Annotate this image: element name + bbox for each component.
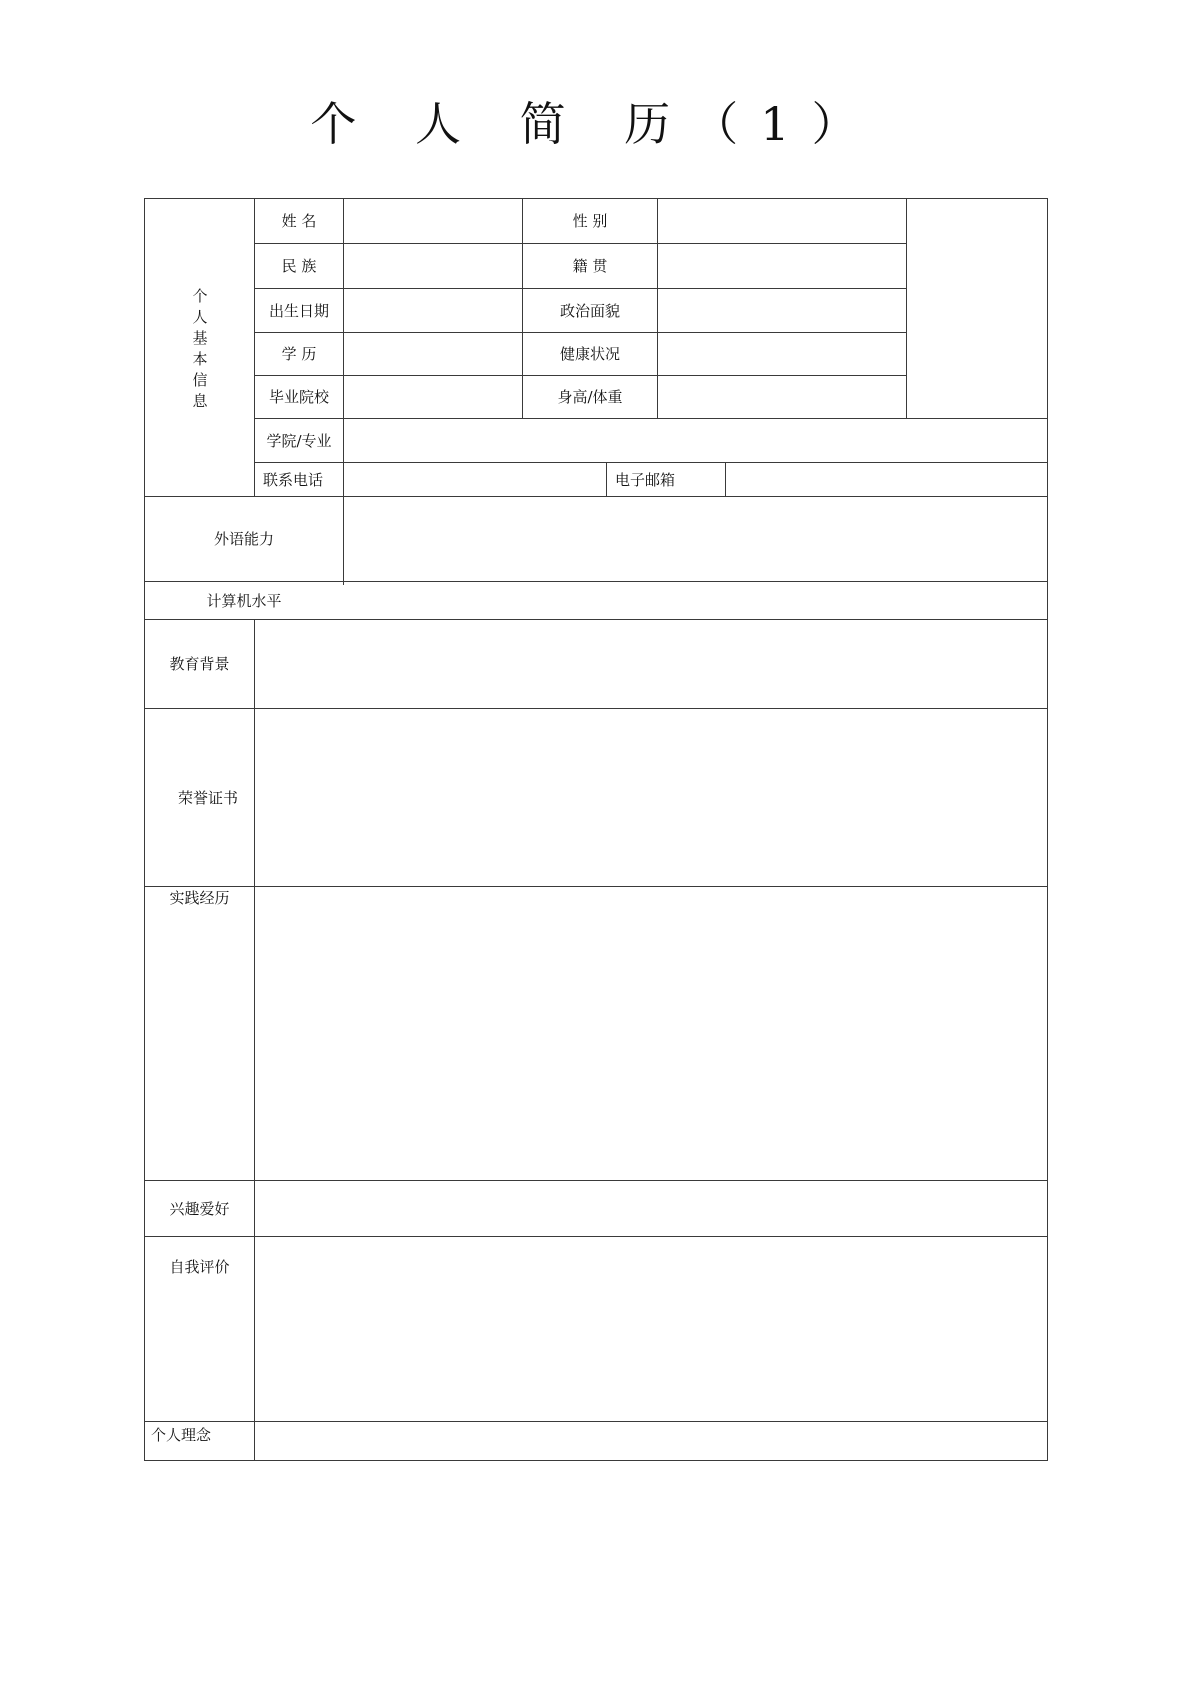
native-place-label: 籍 贯 xyxy=(572,257,608,275)
self-evaluation-label: 自我评价 xyxy=(169,1258,230,1276)
label-char: 信 xyxy=(192,371,208,389)
political-status-field[interactable] xyxy=(658,289,906,332)
label-char: 本 xyxy=(192,350,208,368)
practice-field[interactable] xyxy=(255,887,1047,1180)
education-background-label: 教育背景 xyxy=(169,655,230,673)
school-field[interactable] xyxy=(344,376,522,418)
computer-level-label: 计算机水平 xyxy=(206,591,282,610)
table-border-right xyxy=(1047,198,1048,1461)
health-field[interactable] xyxy=(658,333,906,375)
native-place-field[interactable] xyxy=(658,244,906,288)
self-evaluation-field[interactable] xyxy=(255,1237,1047,1421)
personal-philosophy-field[interactable] xyxy=(255,1422,1047,1460)
personal-philosophy-label: 个人理念 xyxy=(151,1426,212,1444)
page-title: 个 人 简 历（1） xyxy=(310,97,880,151)
foreign-language-label: 外语能力 xyxy=(213,530,274,548)
honors-field[interactable] xyxy=(255,709,1047,886)
hobbies-field[interactable] xyxy=(255,1181,1047,1236)
computer-level-field[interactable] xyxy=(344,582,1047,619)
basic-info-section-label xyxy=(185,286,215,412)
foreign-language-field[interactable] xyxy=(344,497,1047,581)
practice-label: 实践经历 xyxy=(169,889,230,907)
political-status-label: 政治面貌 xyxy=(559,301,620,320)
hobbies-label: 兴趣爱好 xyxy=(169,1199,230,1218)
photo-area[interactable] xyxy=(907,199,1047,418)
email-field[interactable] xyxy=(726,463,1047,496)
ethnicity-field[interactable] xyxy=(344,244,522,288)
major-label: 学院/专业 xyxy=(266,431,332,450)
major-field[interactable] xyxy=(344,419,1047,462)
gender-label: 性 别 xyxy=(572,212,608,230)
label-char: 人 xyxy=(192,308,208,326)
school-label: 毕业院校 xyxy=(268,388,329,406)
height-weight-field[interactable] xyxy=(658,376,906,418)
name-field[interactable] xyxy=(344,199,522,243)
phone-label: 联系电话 xyxy=(263,470,324,489)
ethnicity-label: 民 族 xyxy=(281,257,317,275)
gender-field[interactable] xyxy=(658,199,906,243)
label-char: 息 xyxy=(192,392,208,410)
education-label: 学 历 xyxy=(281,345,317,363)
health-label: 健康状况 xyxy=(559,345,620,363)
email-label: 电子邮箱 xyxy=(615,470,676,489)
name-label: 姓 名 xyxy=(281,212,317,230)
birth-date-label: 出生日期 xyxy=(268,301,329,320)
label-char: 个 xyxy=(192,287,208,305)
education-background-field[interactable] xyxy=(255,620,1047,708)
height-weight-label: 身高/体重 xyxy=(557,388,623,406)
table-border-bottom xyxy=(144,1460,1048,1461)
birth-date-field[interactable] xyxy=(344,289,522,332)
phone-field[interactable] xyxy=(344,463,606,496)
education-field[interactable] xyxy=(344,333,522,375)
honors-label: 荣誉证书 xyxy=(178,788,239,807)
label-char: 基 xyxy=(192,329,208,347)
